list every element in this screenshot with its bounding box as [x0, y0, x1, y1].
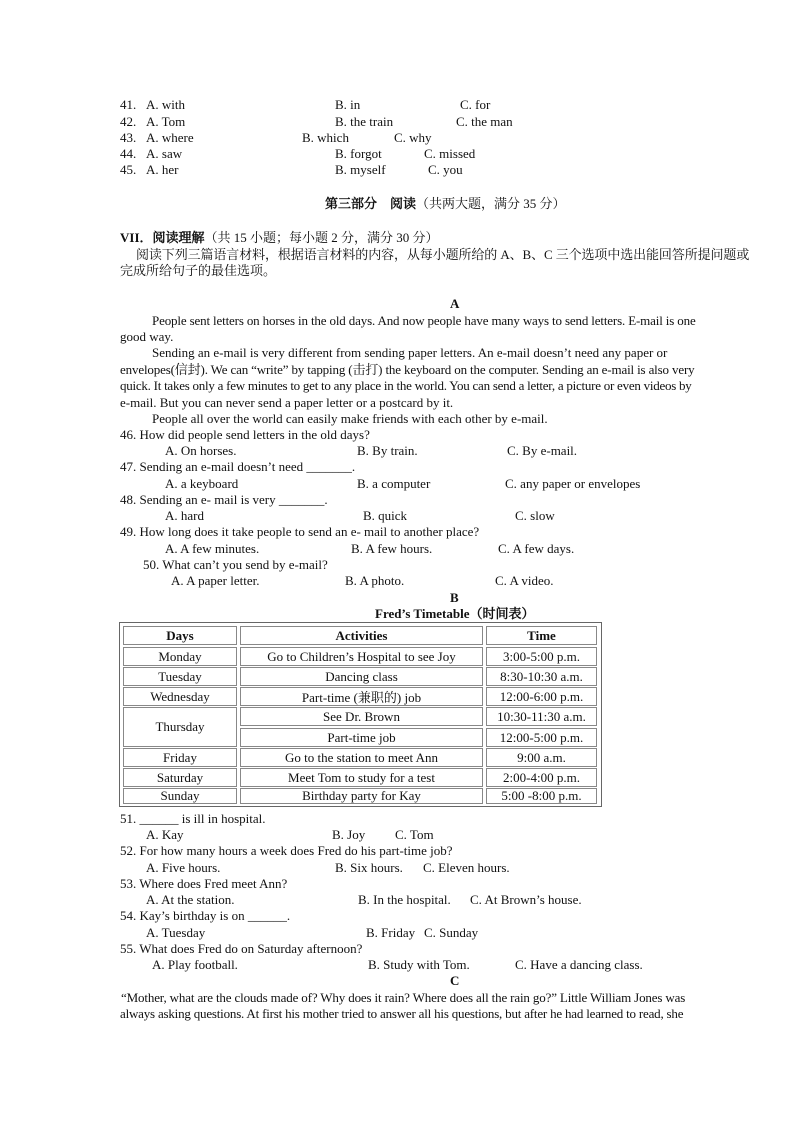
timetable-day: Wednesday [123, 687, 237, 706]
option-b: B. Joy [332, 827, 366, 842]
passage-a-line: good way. [120, 329, 174, 344]
option-c: C. the man [456, 114, 513, 129]
passage-a-line: People all over the world can easily make friends with each other by e-mail. [152, 411, 548, 426]
timetable-activity: Part-time (兼职的) job [240, 687, 483, 706]
passage-b-label: B [450, 590, 459, 605]
q-number: 41. [120, 97, 137, 112]
question-stem: 50. What can’t you send by e-mail? [143, 557, 328, 572]
option-a: A. her [146, 162, 179, 177]
option-c: C. A video. [495, 573, 554, 588]
option-b: B. A photo. [345, 573, 405, 588]
option-a: A. Play football. [152, 957, 238, 972]
passage-a-line: Sending an e-mail is very different from sending paper letters. An e-mail doesn’t need any paper or [152, 345, 668, 360]
question-stem: 53. Where does Fred meet Ann? [120, 876, 288, 891]
timetable-header-time: Time [486, 626, 597, 645]
option-a: A. At the station. [146, 892, 235, 907]
timetable-time: 12:00-6:00 p.m. [486, 687, 597, 706]
section7-instruction-1: 阅读下列三篇语言材料，根据语言材料的内容，从每小题所给的 A、B、C 三个选项中选出能回答所提问题或 [136, 247, 750, 262]
option-a: A. Tom [146, 114, 186, 129]
passage-c-line: “Mother, what are the clouds made of? Why does it rain? Where does all the rain go?” Little William Jones was [121, 990, 686, 1005]
timetable-header-days: Days [123, 626, 237, 645]
option-b: B. quick [363, 508, 408, 523]
option-b: B. the train [335, 114, 394, 129]
option-c: C. why [394, 130, 432, 145]
passage-a-label: A [450, 296, 460, 311]
timetable-day: Tuesday [123, 667, 237, 686]
timetable-activity: See Dr. Brown [240, 707, 483, 726]
option-c: C. missed [424, 146, 476, 161]
timetable-time: 9:00 a.m. [486, 748, 597, 767]
question-stem: 51. ______ is ill in hospital. [120, 811, 266, 826]
timetable-time: 3:00-5:00 p.m. [486, 647, 597, 666]
timetable [119, 622, 602, 807]
option-b: B. A few hours. [351, 541, 433, 556]
part3-title: 第三部分 阅读 [325, 196, 417, 211]
option-c: C. Eleven hours. [423, 860, 510, 875]
timetable-activity: Dancing class [240, 667, 483, 686]
option-a: A. saw [146, 146, 183, 161]
option-b: B. myself [335, 162, 386, 177]
q-number: 44. [120, 146, 137, 161]
question-stem: 48. Sending an e- mail is very _______. [120, 492, 328, 507]
option-c: C. Have a dancing class. [515, 957, 643, 972]
option-c: C. By e-mail. [507, 443, 578, 458]
option-b: B. in [335, 97, 361, 112]
option-a: A. where [146, 130, 194, 145]
q-number: 45. [120, 162, 137, 177]
option-b: B. a computer [357, 476, 431, 491]
option-c: C. Tom [395, 827, 434, 842]
option-b: B. Friday [366, 925, 416, 940]
q-number: 42. [120, 114, 137, 129]
timetable-activity: Go to the station to meet Ann [240, 748, 483, 767]
option-a: A. Five hours. [146, 860, 221, 875]
question-stem: 46. How did people send letters in the old days? [120, 427, 370, 442]
option-a: A. Kay [146, 827, 184, 842]
question-stem: 49. How long does it take people to send an e- mail to another place? [120, 524, 480, 539]
option-a: A. A paper letter. [171, 573, 260, 588]
timetable-time: 5:00 -8:00 p.m. [486, 788, 597, 804]
passage-c-label: C [450, 973, 460, 988]
passage-a-line: quick. It takes only a few minutes to get to any place in the world. You can send a letter, a picture or even videos by [120, 378, 692, 393]
option-a: A. A few minutes. [165, 541, 260, 556]
option-b: B. which [302, 130, 349, 145]
timetable-day: Friday [123, 748, 237, 767]
timetable-day: Sunday [123, 788, 237, 804]
option-a: A. On horses. [165, 443, 237, 458]
question-stem: 52. For how many hours a week does Fred do his part-time job? [120, 843, 453, 858]
option-a: A. a keyboard [165, 476, 239, 491]
option-c: C. any paper or envelopes [505, 476, 641, 491]
option-b: B. Study with Tom. [368, 957, 470, 972]
option-b: B. In the hospital. [358, 892, 451, 907]
option-c: C. At Brown’s house. [470, 892, 582, 907]
timetable-activity: Birthday party for Kay [240, 788, 483, 804]
timetable-time: 8:30-10:30 a.m. [486, 667, 597, 686]
timetable-day-thursday: Thursday [123, 707, 237, 747]
option-c: C. you [428, 162, 463, 177]
timetable-time: 12:00-5:00 p.m. [486, 728, 597, 747]
option-b: B. By train. [357, 443, 418, 458]
question-stem: 54. Kay’s birthday is on ______. [120, 908, 291, 923]
timetable-title: Fred’s Timetable（时间表） [375, 606, 535, 621]
timetable-header-activities: Activities [240, 626, 483, 645]
timetable-activity: Meet Tom to study for a test [240, 768, 483, 787]
option-c: C. Sunday [424, 925, 479, 940]
option-b: B. forgot [335, 146, 382, 161]
timetable-time: 10:30-11:30 a.m. [486, 707, 597, 726]
passage-c-line: always asking questions. At first his mother tried to answer all his questions, but after he had learned to read, she [120, 1006, 684, 1021]
timetable-day: Saturday [123, 768, 237, 787]
section7-instruction-2: 完成所给句子的最佳选项。 [120, 263, 277, 278]
option-c: C. A few days. [498, 541, 575, 556]
part3-subtitle: （共两大题，满分 35 分） [416, 196, 566, 211]
option-b: B. Six hours. [335, 860, 403, 875]
section7-heading [120, 230, 439, 246]
timetable-day: Monday [123, 647, 237, 666]
q-number: 43. [120, 130, 137, 145]
timetable-activity: Part-time job [240, 728, 483, 747]
option-c: C. for [460, 97, 491, 112]
section7-title: VII．阅读理解 [120, 230, 205, 245]
timetable-time: 2:00-4:00 p.m. [486, 768, 597, 787]
question-stem: 55. What does Fred do on Saturday afternoon? [120, 941, 363, 956]
option-a: A. Tuesday [146, 925, 206, 940]
section7-note: （共 15 小题；每小题 2 分，满分 30 分） [204, 230, 439, 245]
option-c: C. slow [515, 508, 555, 523]
passage-a-line: People sent letters on horses in the old days. And now people have many ways to send letters. E-mail is one [152, 313, 696, 328]
option-a: A. hard [165, 508, 204, 523]
part3-heading [325, 196, 566, 212]
option-a: A. with [146, 97, 185, 112]
passage-a-line: envelopes(信封). We can “write” by tapping (击打) the keyboard on the computer. Sending an e-mail is also very [120, 362, 695, 377]
timetable-activity: Go to Children’s Hospital to see Joy [240, 647, 483, 666]
passage-a-line: e-mail. But you can never send a paper letter or a postcard by it. [120, 395, 454, 410]
question-stem: 47. Sending an e-mail doesn’t need _______. [120, 459, 356, 474]
